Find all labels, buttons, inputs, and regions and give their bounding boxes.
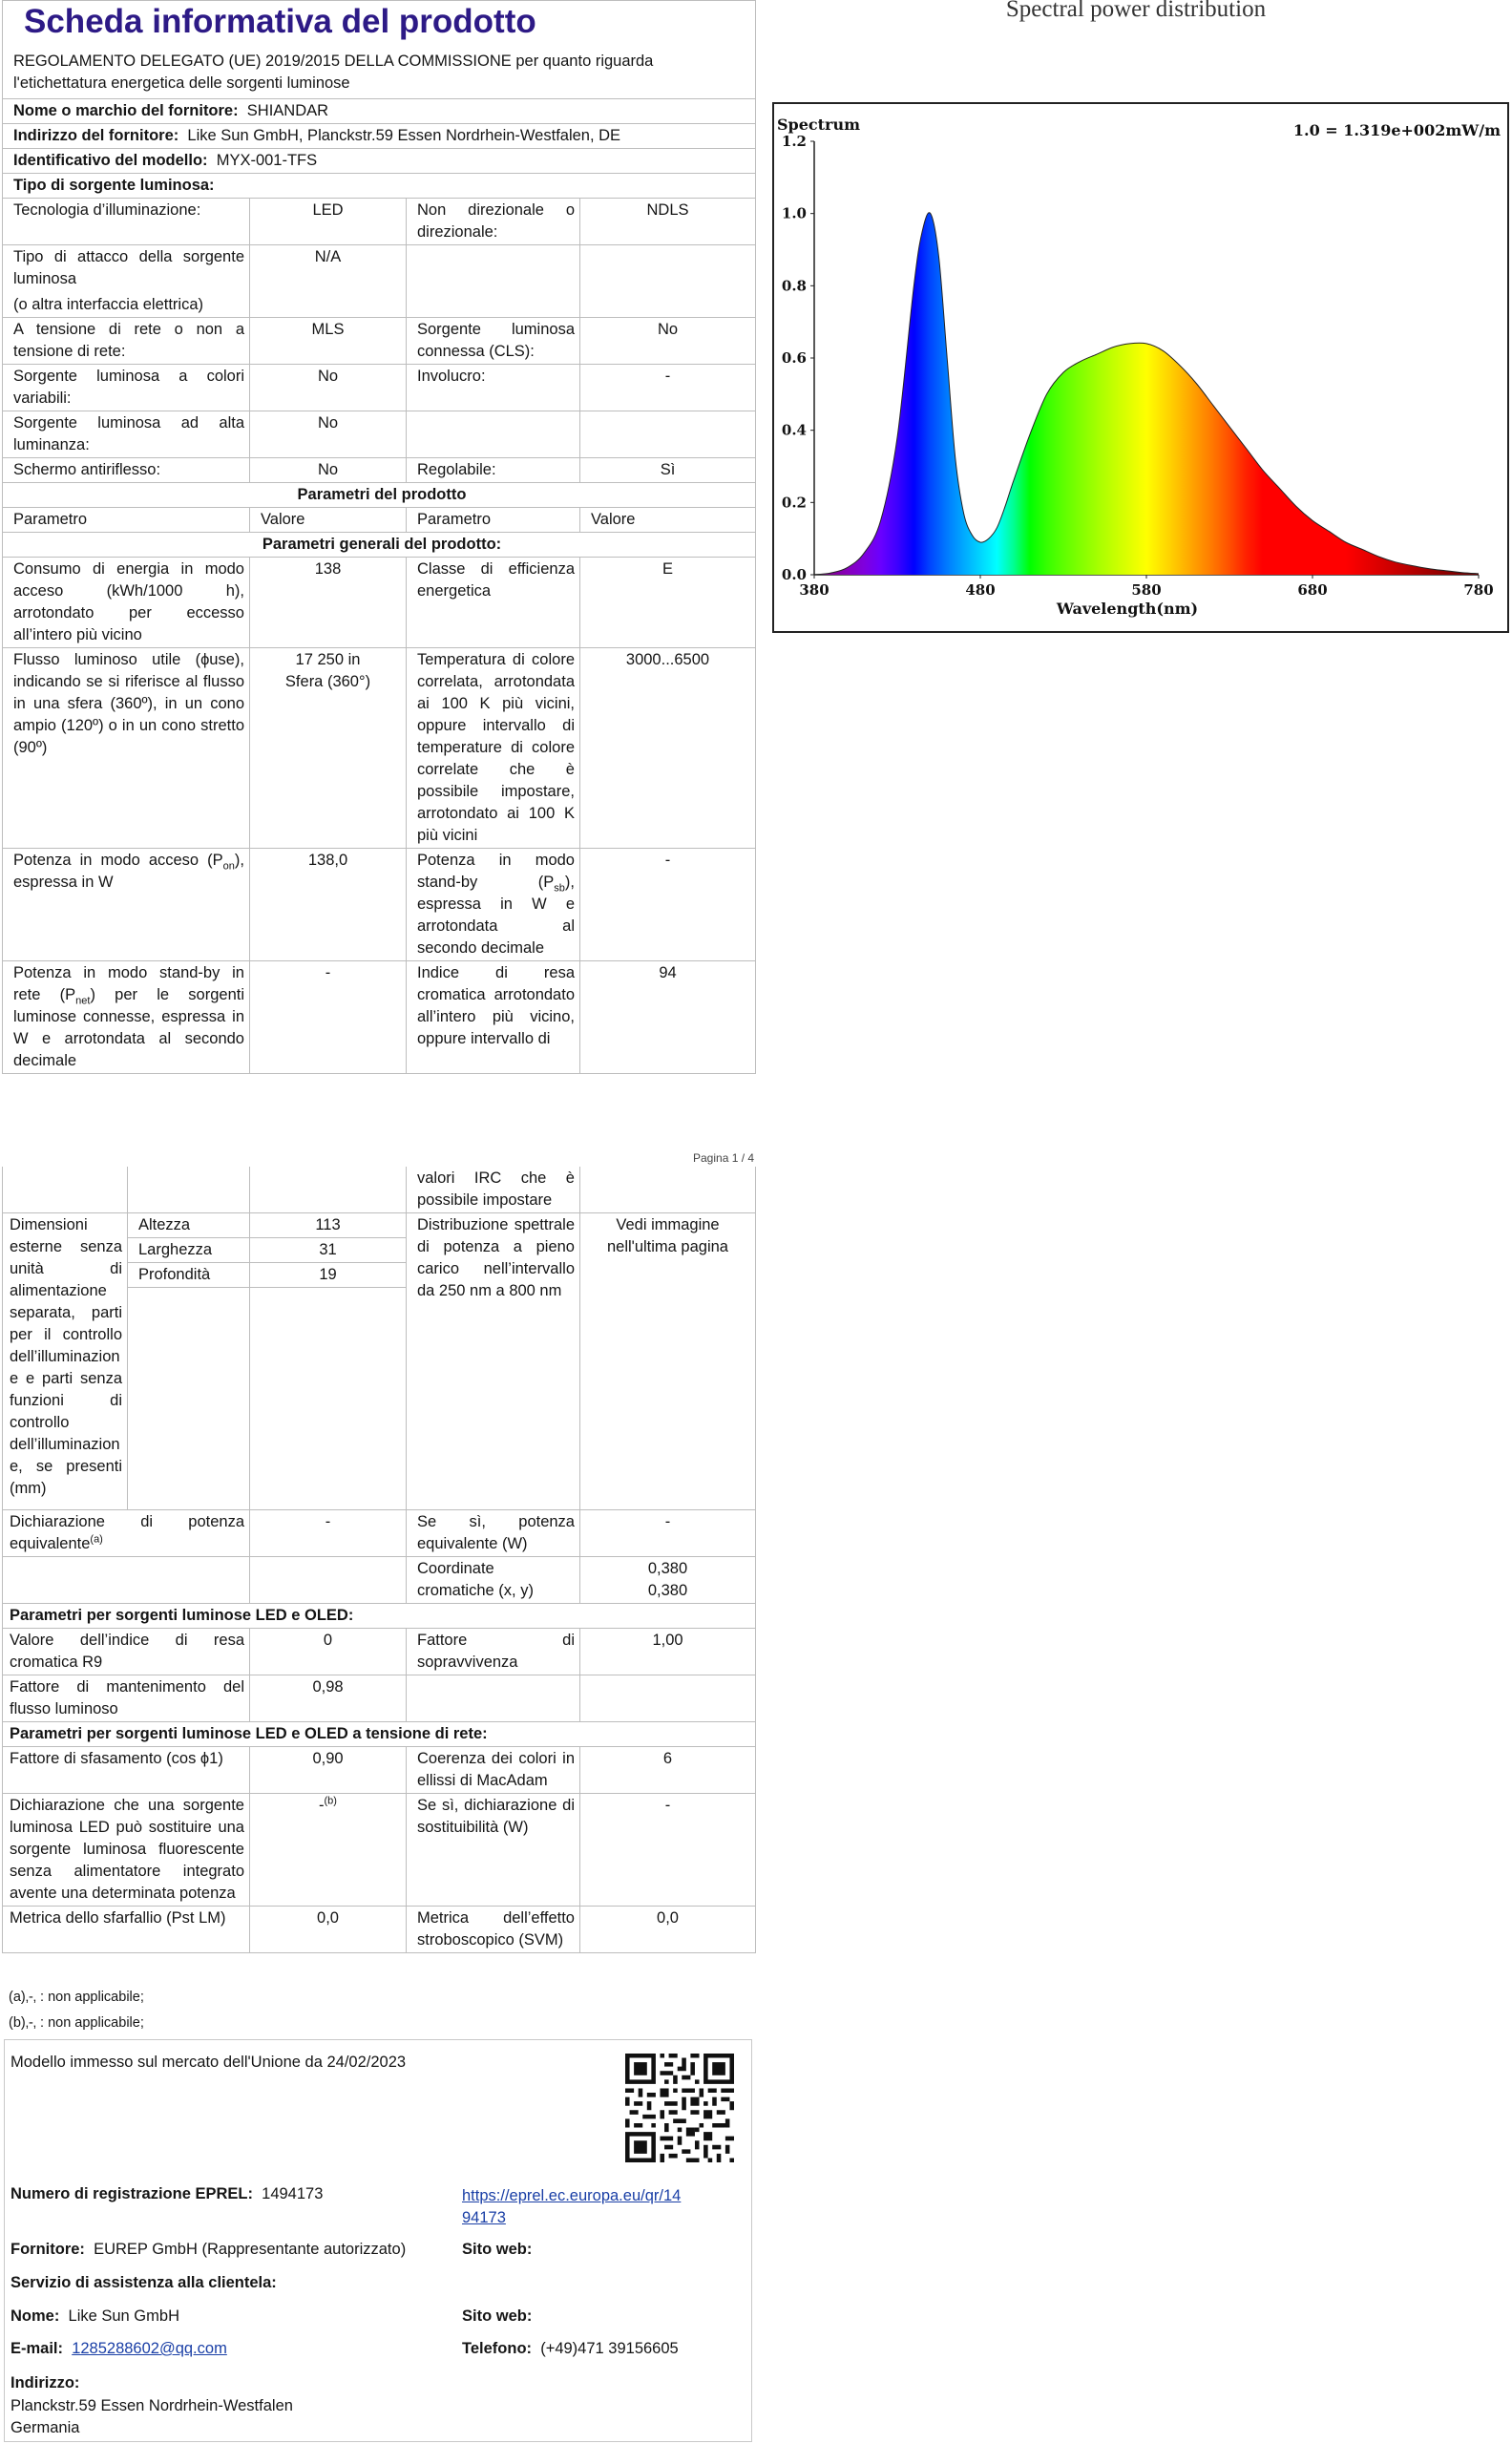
connected-label: Sorgente luminosa connessa (CLS): [407, 318, 580, 365]
height-label: Altezza [128, 1213, 250, 1238]
supplier-website-label: Sito web: [462, 2241, 533, 2258]
replacement-claim-value: -$^{(b)}$ [250, 1794, 407, 1907]
energy-consumption-label: Consumo di energia in modo acceso (kWh/1000 h), arrotondato per eccesso all’intero più vicino [3, 558, 250, 648]
market-date-text: Modello immesso sul mercato dell'Unione da 24/02/2023 [10, 2054, 407, 2071]
col-header-value-2: Valore [580, 508, 756, 533]
eprel-link[interactable]: https://eprel.ec.europa.eu/qr/14 94173 [462, 2187, 682, 2226]
email-row: E-mail: 1285288602@qq.com [10, 2340, 227, 2357]
page-title: Scheda informativa del prodotto [24, 3, 536, 40]
flicker-label: Metrica dello sfarfallio (Pst LM) [3, 1907, 250, 1953]
dimensions-label: Dimensioni esterne senza unità di alimentazione separata, parti per il controllo dell’illuminazione e parti senza funzioni di controllo dell’illuminazione, se presenti (mm) [3, 1213, 128, 1510]
envelope-label: Involucro: [407, 365, 580, 411]
colour-tunable-value: No [250, 365, 407, 411]
y-tick-label: 0.8 [781, 277, 807, 295]
stroboscopic-label: Metrica dell’effetto stroboscopico (SVM) [407, 1907, 580, 1953]
standby-power-label: Potenza in modo stand-by $(P_{sb})$, espressa in W e arrotondata al secondo decimale [407, 849, 580, 961]
cri-label: Indice di resa cromatica arrotondato all’intero più vicino, oppure intervallo di [407, 961, 580, 1074]
envelope-value: - [580, 365, 756, 411]
footnote-a: (a)‚-‚ : non applicabile; [9, 1990, 144, 2005]
footnote-b: (b)‚-‚ : non applicabile; [9, 2015, 144, 2031]
product-params-heading: Parametri del prodotto [3, 483, 756, 508]
r9-label: Valore dell’indice di resa cromatica R9 [3, 1629, 250, 1675]
luminous-flux-value: 17 250 in Sfera (360°) [250, 648, 407, 849]
survival-factor-label: Fattore di sopravvivenza [407, 1629, 580, 1675]
chromaticity-value: 0,380 0,380 [580, 1557, 756, 1604]
eprel-number: 1494173 [262, 2185, 324, 2202]
cri-value: 94 [580, 961, 756, 1074]
x-tick-label: 480 [965, 581, 996, 599]
page-number: Pagina 1 / 4 [693, 1151, 755, 1165]
address-value: Planckstr.59 Essen Nordrhein-Westfalen Germania [10, 2397, 293, 2436]
y-tick-label: 0.4 [781, 421, 807, 439]
y-tick-label: 0.6 [781, 349, 807, 367]
x-tick-label: 680 [1297, 581, 1328, 599]
x-axis-label: Wavelength(nm) [1056, 600, 1199, 618]
equivalent-watt-label: Se sì, potenza equivalente (W) [407, 1510, 580, 1557]
replacement-watt-value: - [580, 1794, 756, 1907]
cct-label: Temperatura di colore correlata, arrotondata ai 100 K più vicini, oppure intervallo di temperature di colore correlate che è possibile impostare, arrotondato ai 100 K più vicini [407, 648, 580, 849]
width-value: 31 [250, 1238, 407, 1263]
colour-tunable-label: Sorgente luminosa a colori variabili: [3, 365, 250, 411]
r9-value: 0 [250, 1629, 407, 1675]
phone-row: Telefono: (+49)471 39156605 [462, 2340, 679, 2357]
directional-value: NDLS [580, 199, 756, 245]
y-tick-label: 0.0 [781, 566, 807, 583]
energy-class-value: E [580, 558, 756, 648]
supplier-row: Fornitore: EUREP GmbH (Rappresentante autorizzato) [10, 2241, 407, 2258]
spectral-power-chart [764, 0, 1512, 649]
model-id-row: Identificativo del modello: MYX-001-TFS [3, 149, 756, 174]
chart-title: Spectral power distribution [1005, 0, 1267, 22]
supplier-address-row: Indirizzo del fornitore: Like Sun GmbH, Planckstr.59 Essen Nordrhein-Westfalen, DE [3, 124, 756, 149]
supplier-name-row: Nome o marchio del fornitore: SHIANDAR [3, 99, 756, 124]
spd-value: Vedi immagine nell'ultima pagina [580, 1213, 756, 1510]
equivalent-power-label: Dichiarazione di potenza equivalente$^{(a)}$ [3, 1510, 250, 1557]
model-id-value: MYX-001-TFS [216, 152, 318, 169]
dimmable-value: Sì [580, 458, 756, 483]
replacement-claim-label: Dichiarazione che una sorgente luminosa LED può sostituire una sorgente luminosa fluorescente senza alimentatore integrato avente una determinata potenza [3, 1794, 250, 1907]
x-tick-label: 380 [799, 581, 830, 599]
supplier-name-value: SHIANDAR [246, 102, 329, 119]
on-mode-power-label: Potenza in modo acceso $(P_{on})$, espressa in W [3, 849, 250, 961]
width-label: Larghezza [128, 1238, 250, 1263]
supplier-value: EUREP GmbH (Rappresentante autorizzato) [94, 2241, 407, 2258]
qr-code-icon [625, 2054, 734, 2162]
product-info-table-page1 [2, 0, 756, 1074]
general-params-heading: Parametri generali del prodotto: [3, 533, 756, 558]
cs-website-label: Sito web: [462, 2307, 533, 2325]
y-tick-label: 1.0 [781, 204, 807, 222]
regulation-text: REGOLAMENTO DELEGATO (UE) 2019/2015 DELLA COMMISSIONE per quanto riguarda l'etichettatura energetica delle sorgenti luminose [13, 53, 654, 92]
chromaticity-label: Coordinate cromatiche (x, y) [407, 1557, 580, 1604]
directional-label: Non direzionale o direzionale: [407, 199, 580, 245]
contact-box [4, 2039, 752, 2442]
standby-power-value: - [580, 849, 756, 961]
x-tick-label: 780 [1463, 581, 1494, 599]
anti-glare-label: Schermo antiriflesso: [3, 458, 250, 483]
customer-service-heading: Servizio di assistenza alla clientela: [10, 2274, 277, 2291]
scale-note: 1.0 = 1.319e+002mW/m [1292, 121, 1501, 139]
high-luminance-value: No [250, 411, 407, 458]
y-tick-label: 0.2 [781, 494, 807, 512]
cap-label: Tipo di attacco della sorgente luminosa (o altra interfaccia elettrica) [3, 245, 250, 318]
replacement-watt-label: Se sì, dichiarazione di sostituibilità (W) [407, 1794, 580, 1907]
y-tick-label: 1.2 [781, 133, 807, 150]
on-mode-power-value: 138,0 [250, 849, 407, 961]
lumen-maintenance-label: Fattore di mantenimento del flusso luminoso [3, 1675, 250, 1722]
macadam-label: Coerenza dei colori in ellissi di MacAdam [407, 1747, 580, 1794]
dimmable-label: Regolabile: [407, 458, 580, 483]
mains-value: MLS [250, 318, 407, 365]
spectral-chart-area [764, 0, 1512, 649]
light-source-type-heading: Tipo di sorgente luminosa: [3, 174, 756, 199]
product-info-table-page2 [2, 1167, 756, 1953]
survival-factor-value: 1,00 [580, 1629, 756, 1675]
flicker-value: 0,0 [250, 1907, 407, 1953]
cct-value: 3000...6500 [580, 648, 756, 849]
col-header-param: Parametro [3, 508, 250, 533]
supplier-address-value: Like Sun GmbH, Planckstr.59 Essen Nordrhein-Westfalen, DE [187, 127, 621, 144]
networked-standby-label: Potenza in modo stand-by in rete $(P_{net})$ per le sorgenti luminose connesse, espressa in W e arrotondata al secondo decimale [3, 961, 250, 1074]
networked-standby-value: - [250, 961, 407, 1074]
cs-name-value: Like Sun GmbH [68, 2307, 179, 2325]
mains-label: A tensione di rete o non a tensione di rete: [3, 318, 250, 365]
col-header-value: Valore [250, 508, 407, 533]
cs-name-row: Nome: Like Sun GmbH [10, 2307, 179, 2325]
x-tick-label: 580 [1131, 581, 1162, 599]
phone-value: (+49)471 39156605 [540, 2340, 679, 2357]
equivalent-power-value: - [250, 1510, 407, 1557]
address-label: Indirizzo: [10, 2374, 80, 2391]
cri-label-continued: valori IRC che è possibile impostare [407, 1167, 580, 1213]
energy-class-label: Classe di efficienza energetica [407, 558, 580, 648]
mains-params-heading: Parametri per sorgenti luminose LED e OLED a tensione di rete: [3, 1722, 756, 1747]
panel-label: Spectrum [777, 116, 861, 134]
cap-value: N/A [250, 245, 407, 318]
anti-glare-value: No [250, 458, 407, 483]
displacement-factor-value: 0,90 [250, 1747, 407, 1794]
led-params-heading: Parametri per sorgenti luminose LED e OLED: [3, 1604, 756, 1629]
depth-value: 19 [250, 1263, 407, 1288]
lumen-maintenance-value: 0,98 [250, 1675, 407, 1722]
energy-consumption-value: 138 [250, 558, 407, 648]
email-link[interactable]: 1285288602@qq.com [72, 2340, 227, 2357]
spd-label: Distribuzione spettrale di potenza a pieno carico nell’intervallo da 250 nm a 800 nm [407, 1213, 580, 1510]
depth-label: Profondità [128, 1263, 250, 1288]
tech-value: LED [250, 199, 407, 245]
luminous-flux-label: Flusso luminoso utile (ϕuse), indicando se si riferisce al flusso in una sfera (360º), in un cono ampio (120º) o in un cono stretto (90º) [3, 648, 250, 849]
height-value: 113 [250, 1213, 407, 1238]
connected-value: No [580, 318, 756, 365]
equivalent-watt-value: - [580, 1510, 756, 1557]
eprel-row: Numero di registrazione EPREL: 1494173 [10, 2185, 324, 2202]
tech-label: Tecnologia d’illuminazione: [3, 199, 250, 245]
high-luminance-label: Sorgente luminosa ad alta luminanza: [3, 411, 250, 458]
stroboscopic-value: 0,0 [580, 1907, 756, 1953]
displacement-factor-label: Fattore di sfasamento (cos ϕ1) [3, 1747, 250, 1794]
macadam-value: 6 [580, 1747, 756, 1794]
col-header-param-2: Parametro [407, 508, 580, 533]
